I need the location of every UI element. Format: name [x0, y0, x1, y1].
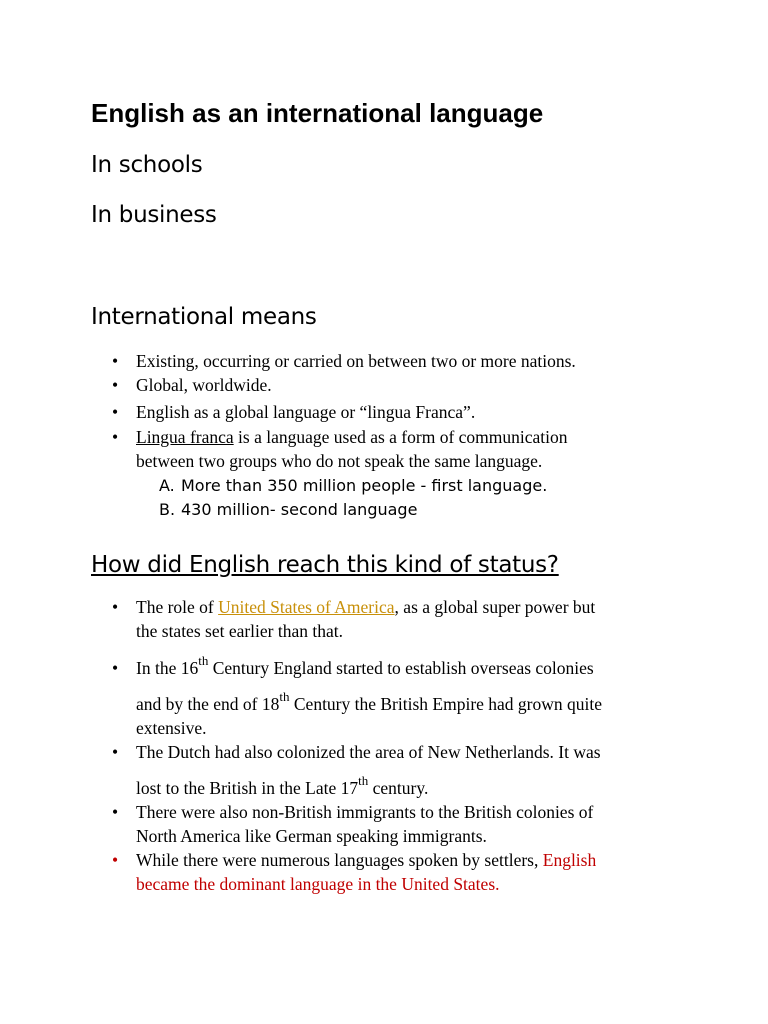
subtitle-in-business: In business [91, 202, 217, 228]
list-item [136, 597, 595, 618]
list-item: The Dutch had also colonized the area of New Netherlands. It was [136, 742, 601, 762]
sublist-marker: A. [159, 476, 175, 495]
sublist-marker: B. [159, 500, 176, 519]
list-item-continuation [136, 689, 603, 715]
superscript: th [279, 689, 290, 704]
bullet-icon: • [112, 427, 119, 447]
list-item [136, 850, 596, 871]
text-segment: century. [368, 778, 429, 798]
link-united-states[interactable]: United States of America [218, 597, 395, 617]
list-item: Existing, occurring or carried on between two or more nations. [136, 351, 576, 371]
subtitle-in-schools: In schools [91, 152, 203, 178]
list-item [136, 653, 594, 679]
bullet-icon: • [112, 658, 119, 678]
list-item-continuation: between two groups who do not speak the same language. [136, 451, 543, 471]
superscript: th [358, 773, 369, 788]
list-item [136, 427, 568, 448]
text-segment: lost to the British in the Late 17 [136, 778, 359, 798]
list-item-continuation: extensive. [136, 718, 207, 738]
list-item: English as a global language or “lingua Franca”. [136, 402, 476, 422]
list-item-continuation: the states set earlier than that. [136, 621, 344, 641]
bullet-icon: • [112, 597, 119, 617]
list-item-continuation [136, 773, 429, 799]
bullet-icon: • [112, 351, 119, 371]
list-item-continuation: North America like German speaking immigrants. [136, 826, 487, 846]
bullet-icon: • [112, 375, 119, 395]
section-heading-international-means: International means [91, 304, 317, 330]
document-title: English as an international language [91, 98, 544, 128]
sublist-item: 430 million- second language [181, 500, 418, 519]
text-segment: Century England started to establish overseas colonies [208, 658, 594, 678]
emphasis-continuation: became the dominant language in the United States. [136, 874, 500, 894]
sublist-item: More than 350 million people - first language. [181, 476, 548, 495]
list-item: Global, worldwide. [136, 375, 272, 395]
bullet-icon: • [112, 850, 119, 870]
text-segment: While there were numerous languages spoken by settlers, [136, 850, 543, 870]
bullet-icon: • [112, 402, 119, 422]
superscript: th [198, 653, 209, 668]
definition-text: is a language used as a form of communication [233, 427, 568, 447]
bullet-icon: • [112, 742, 119, 762]
text-segment: Century the British Empire had grown quite [289, 694, 603, 714]
bullet-icon: • [112, 802, 119, 822]
section-heading-status: How did English reach this kind of status? [91, 552, 559, 578]
emphasis-text: English [542, 850, 597, 870]
list-item: There were also non-British immigrants to the British colonies of [136, 802, 594, 822]
term-lingua-franca: Lingua franca [136, 427, 234, 447]
text-segment: The role of [136, 597, 219, 617]
text-segment: , as a global super power but [394, 597, 596, 617]
text-segment: In the 16 [136, 658, 199, 678]
text-segment: and by the end of 18 [136, 694, 280, 714]
